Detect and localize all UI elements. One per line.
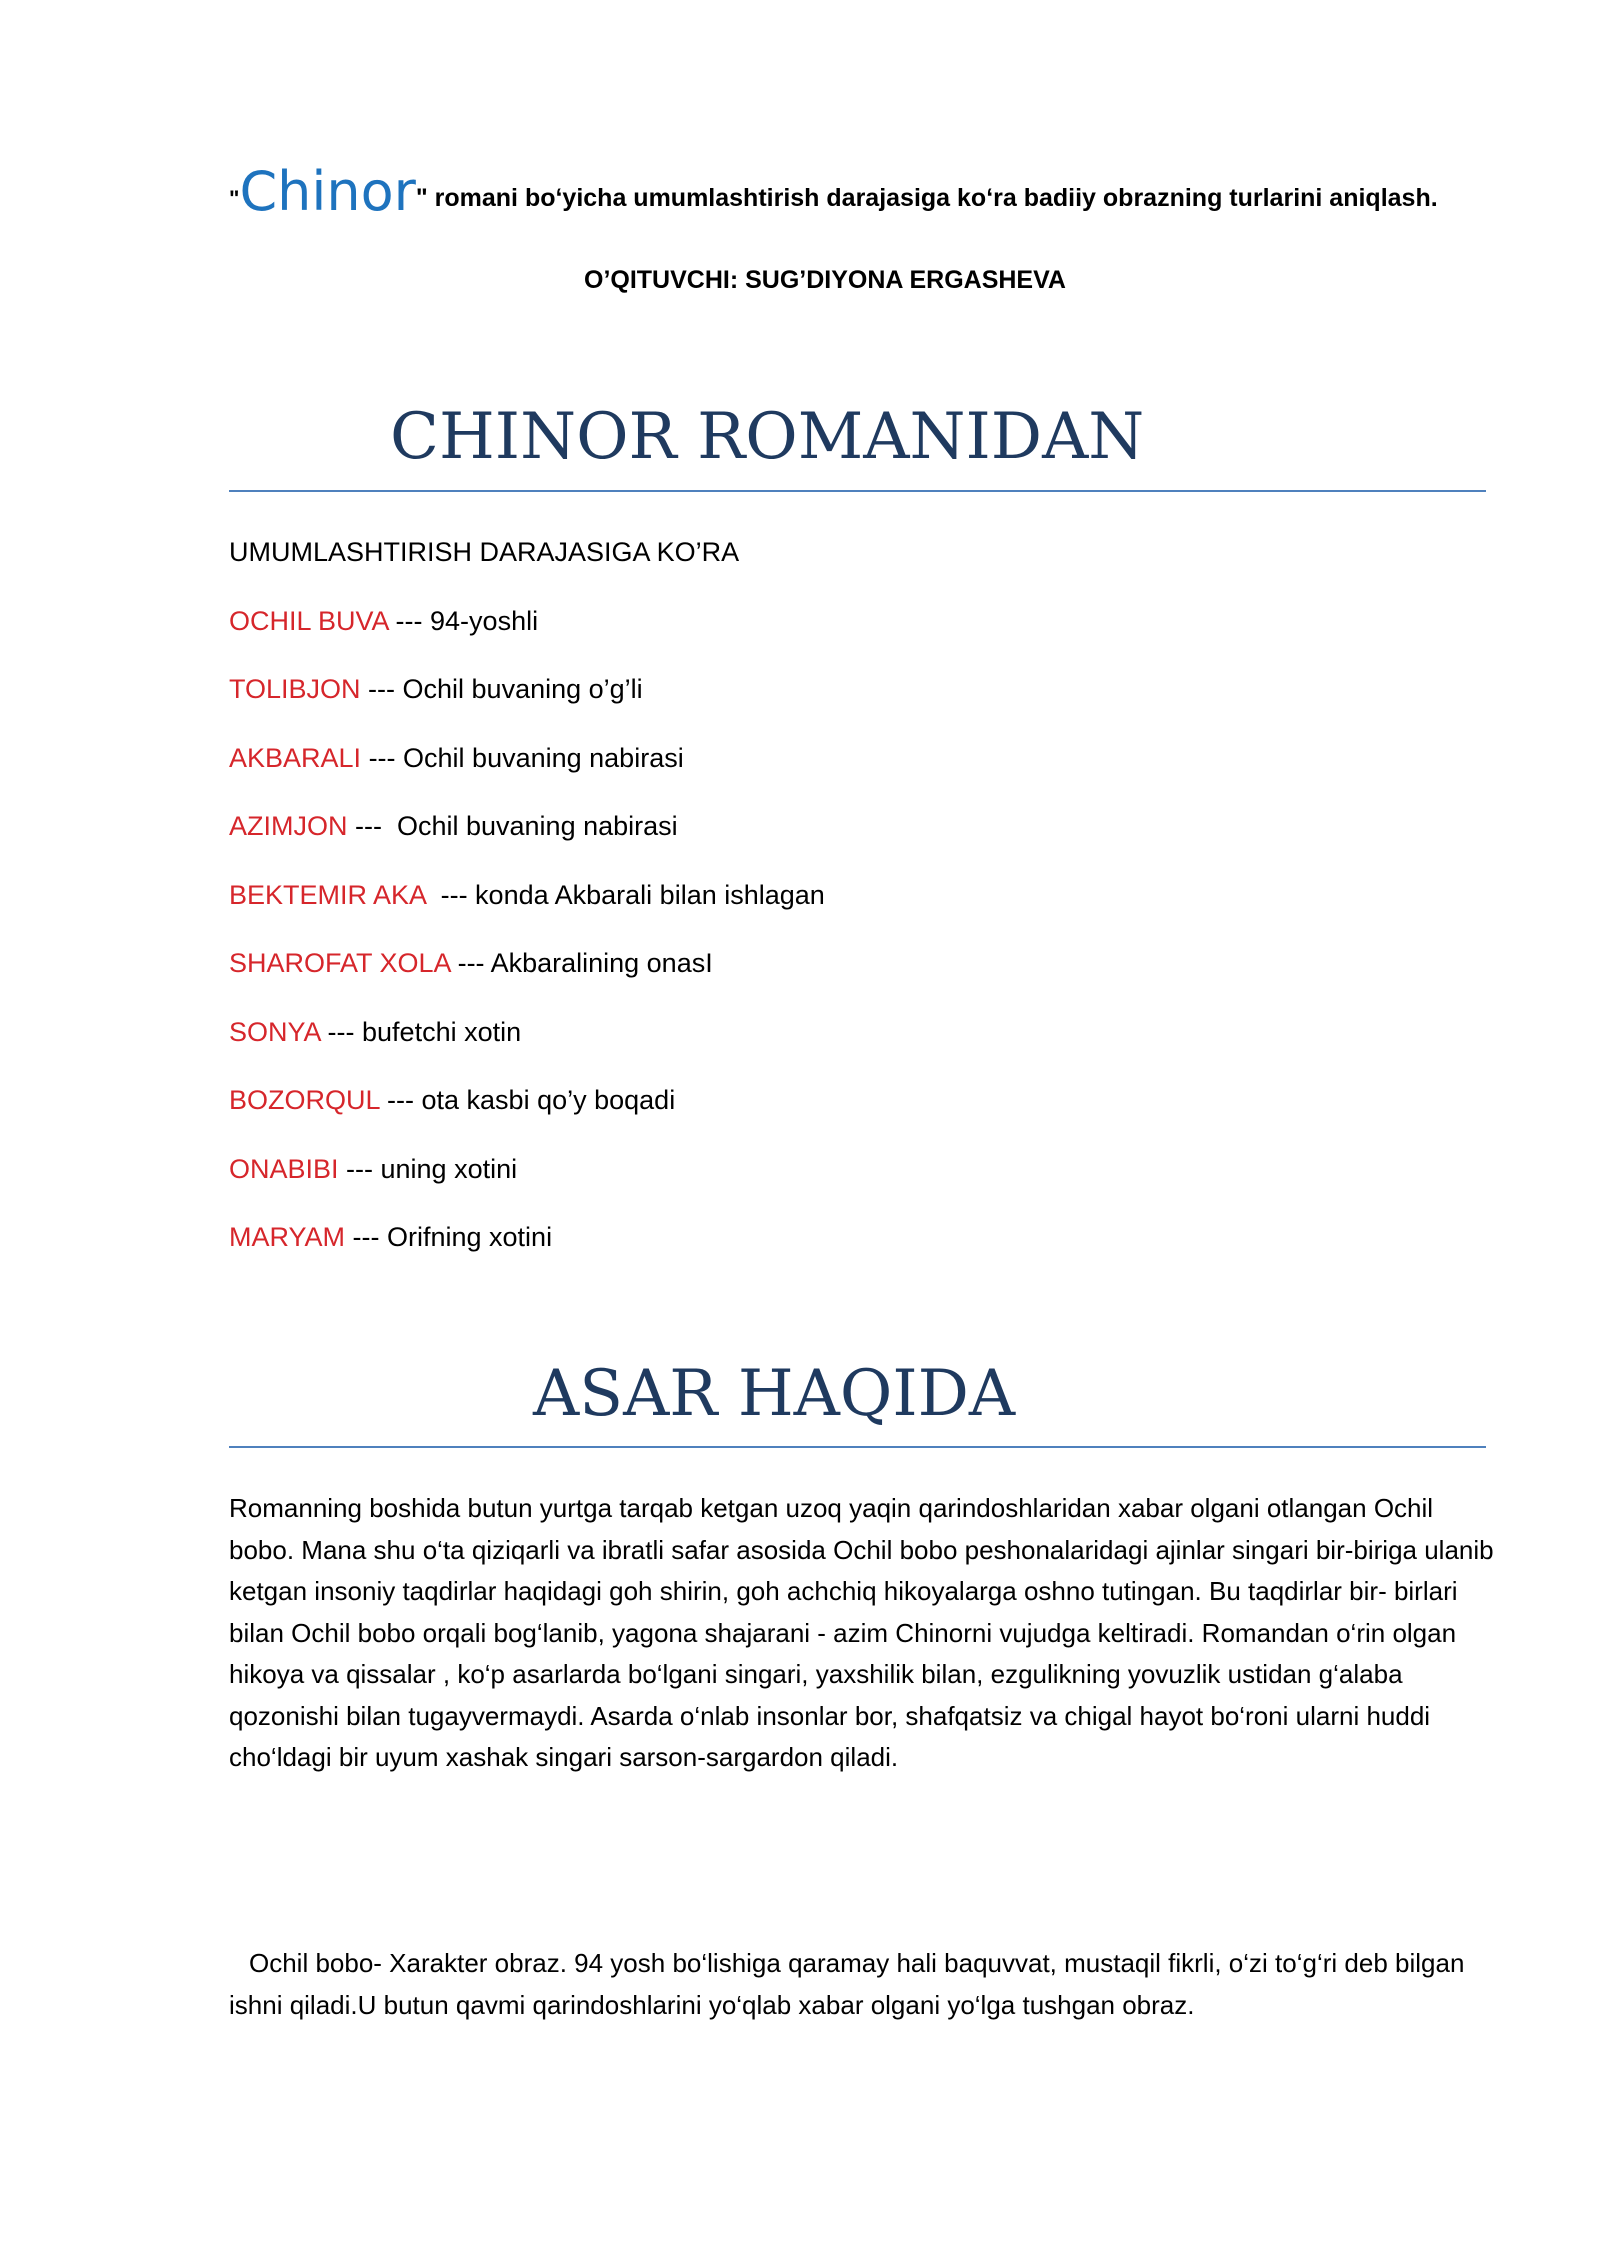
document-title (229, 160, 1529, 223)
list-subheading: UMUMLASHTIRISH DARAJASIGA KO’RA (229, 537, 740, 567)
list-item (229, 1153, 1479, 1222)
character-list (229, 536, 1479, 1290)
character-description: --- 94-yoshli (388, 605, 539, 636)
list-item (229, 810, 1479, 879)
character-name: SHAROFAT XOLA (229, 948, 451, 978)
list-item (229, 879, 1479, 948)
character-description: --- bufetchi xotin (320, 1016, 522, 1047)
list-item (229, 1016, 1479, 1085)
list-item (229, 742, 1479, 811)
character-name: BOZORQUL (229, 1085, 380, 1115)
character-description: --- Akbaralining onasI (450, 948, 713, 978)
character-note-paragraph: Ochil bobo- Xarakter obraz. 94 yosh bo‘lishiga qaramay hali baquvvat, mustaqil fikrli, o‘zi to‘g‘ri deb bilgan ishni qiladi.U butun qavmi qarindoshlarini yo‘qlab xabar olgani yo‘lga tushgan obraz. (229, 1948, 1465, 2020)
list-item (229, 605, 1479, 674)
character-description: --- Ochil buvaning nabirasi (361, 742, 684, 773)
character-name: ONABIBI (229, 1153, 339, 1184)
character-description: --- Ochil buvaning nabirasi (347, 811, 678, 841)
heading-divider (229, 1446, 1486, 1448)
section-heading-chinor: CHINOR ROMANIDAN (390, 400, 1145, 474)
list-item (229, 673, 1479, 742)
heading-divider (229, 490, 1486, 492)
character-description: --- Orifning xotini (345, 1222, 553, 1252)
title-rest: " romani bo‘yicha umumlashtirish darajasiga ko‘ra badiiy obrazning turlarini aniqlash. (415, 184, 1438, 212)
character-name: TOLIBJON (229, 674, 361, 704)
character-name: AKBARALI (229, 742, 362, 773)
teacher-line: O’QITUVCHI: SUG’DIYONA ERGASHEVA (584, 266, 1066, 294)
title-quote-open: " (229, 186, 240, 211)
list-item (229, 947, 1479, 1016)
character-name: BEKTEMIR AKA (229, 879, 426, 910)
character-name: SONYA (229, 1016, 321, 1047)
list-item (229, 1221, 1479, 1290)
summary-paragraph: Romanning boshida butun yurtga tarqab ketgan uzoq yaqin qarindoshlaridan xabar olgani otlangan Ochil bobo. Mana shu o‘ta qiziqarli va ibratli safar asosida Ochil bobo peshonalaridagi ajinlar singari bir-biriga ulanib ketgan insoniy taqdirlar haqidagi goh shirin, goh achchiq hikoyalarga oshno tutingan. Bu taqdirlar bir- birlari bilan Ochil bobo orqali bog‘lanib, yagona shajarani - azim Chinorni vujudga keltiradi. Romandan o‘rin olgan hikoya va qissalar , ko‘p asarlarda bo‘lgani singari, yaxshilik bilan, ezgulikning yovuzlik ustidan g‘alaba qozonishi bilan tugayvermaydi. Asarda o‘nlab insonlar bor, shafqatsiz va chigal hayot bo‘roni ularni huddi cho‘ldagi bir uyum xashak singari sarson-sargardon qiladi. (229, 1493, 1494, 1772)
list-item (229, 1084, 1479, 1153)
character-name: AZIMJON (229, 811, 348, 841)
character-description: --- Ochil buvaning o’g’li (360, 674, 643, 704)
character-description: --- konda Akbarali bilan ishlagan (425, 879, 825, 910)
character-name: OCHIL BUVA (229, 605, 389, 636)
character-name: MARYAM (229, 1222, 346, 1252)
section-heading-asar: ASAR HAQIDA (533, 1357, 1016, 1431)
title-brand-word: Chinor (239, 160, 416, 223)
character-description: --- uning xotini (338, 1153, 518, 1184)
character-description: --- ota kasbi qo’y boqadi (379, 1085, 676, 1115)
